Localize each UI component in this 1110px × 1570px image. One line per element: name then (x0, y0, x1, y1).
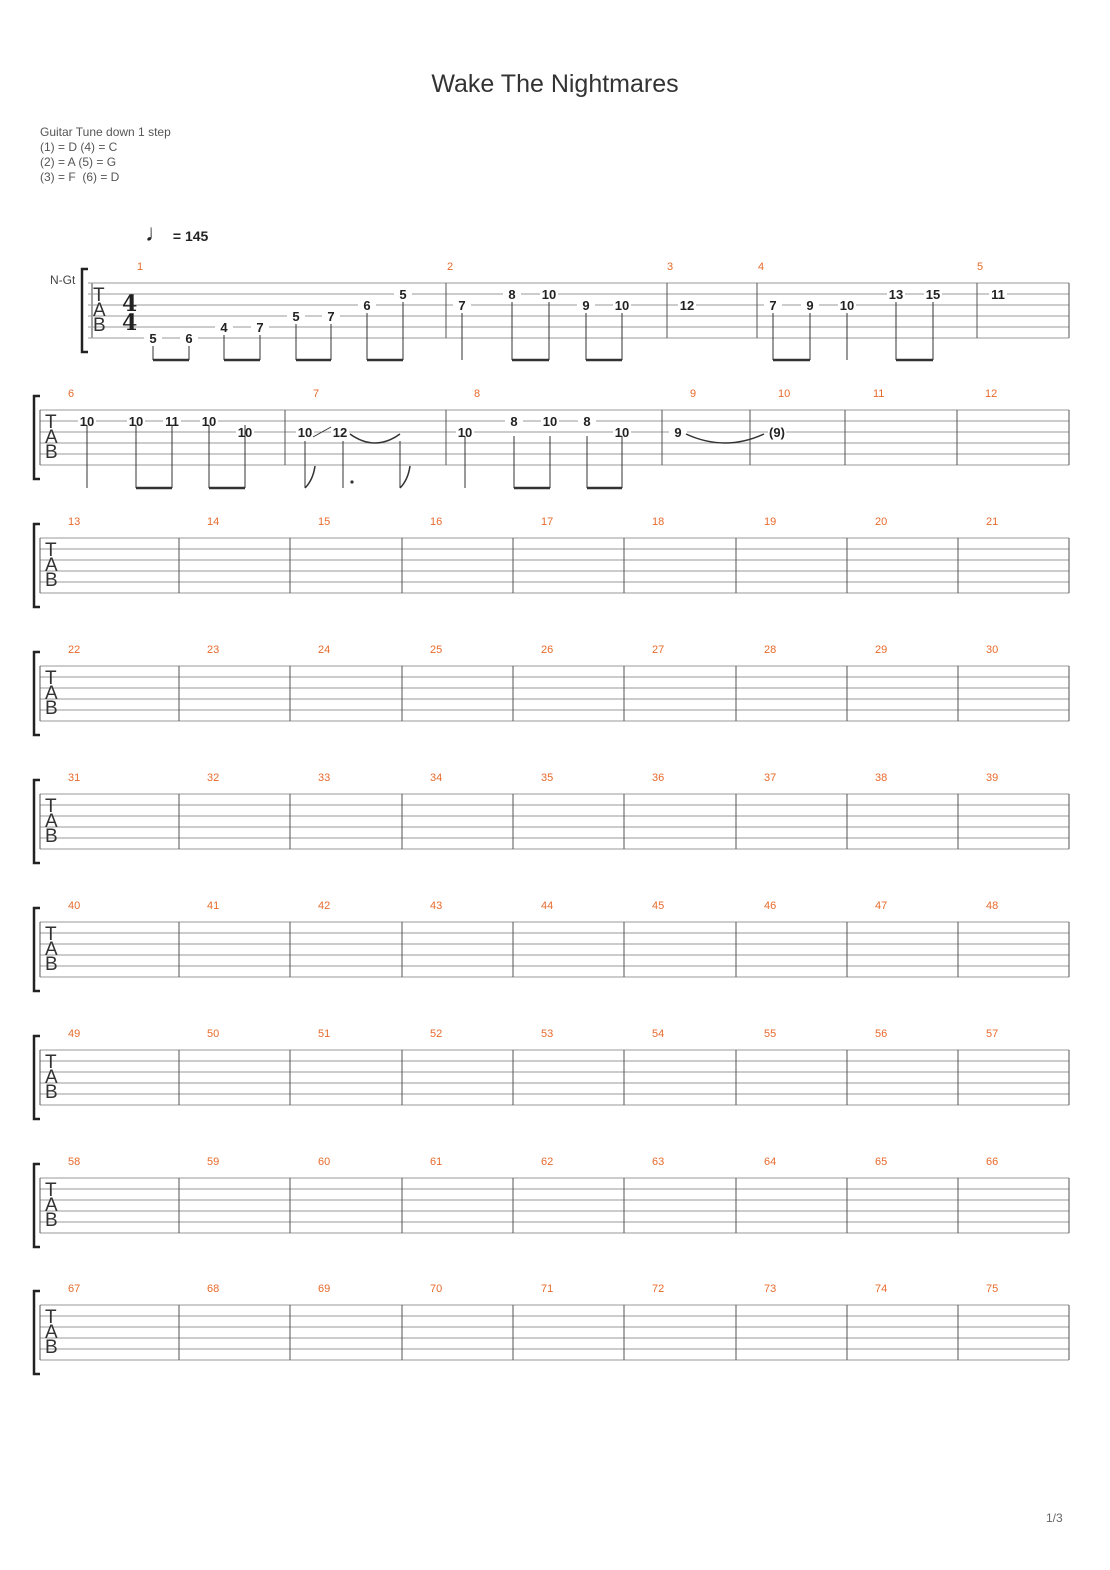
system-bracket (34, 1164, 40, 1247)
fret-number: 15 (925, 287, 941, 302)
measure-number: 43 (430, 900, 443, 912)
note-flag (400, 466, 410, 488)
fret-number: 10 (614, 298, 630, 313)
measure-number: 7 (313, 388, 320, 400)
tab-clef-letter: A (45, 939, 58, 960)
measure-number: 51 (318, 1028, 331, 1040)
tab-clef-letter: B (45, 826, 58, 847)
measure-number: 24 (318, 644, 331, 656)
tab-clef-letter: T (93, 285, 105, 306)
tab-clef-letter: B (93, 315, 106, 336)
tab-clef-letter: A (45, 1322, 58, 1343)
tab-clef-letter: T (45, 1307, 57, 1328)
tab-clef-letter: T (45, 668, 57, 689)
measure-number: 31 (68, 772, 81, 784)
measure-number: 68 (207, 1283, 220, 1295)
tuning-line: (1) = D (4) = C (40, 140, 118, 154)
fret-number: 8 (510, 414, 518, 429)
fret-number: 7 (769, 298, 777, 313)
measure-number: 35 (541, 772, 554, 784)
measure-number: 69 (318, 1283, 331, 1295)
measure-number: 74 (875, 1283, 888, 1295)
measure-number: 15 (318, 516, 331, 528)
measure-number: 48 (986, 900, 999, 912)
measure-number: 27 (652, 644, 665, 656)
fret-number: 11 (165, 414, 179, 429)
measure-number: 13 (68, 516, 81, 528)
measure-number: 38 (875, 772, 888, 784)
tab-clef-letter: A (93, 300, 106, 321)
dot-marker (350, 480, 353, 483)
fret-number: 9 (582, 298, 590, 313)
measure-number: 61 (430, 1156, 443, 1168)
note-flag (305, 466, 315, 488)
fret-number: 10 (839, 298, 855, 313)
measure-number: 66 (986, 1156, 999, 1168)
tab-clef-letter: A (45, 555, 58, 576)
measure-number: 73 (764, 1283, 777, 1295)
fret-number: 10 (201, 414, 217, 429)
measure-number: 34 (430, 772, 443, 784)
quarter-note-icon: ♩ (145, 220, 169, 247)
fret-number: 10 (128, 414, 144, 429)
fret-number: 12 (679, 298, 695, 313)
track-name: N-Gt (50, 273, 76, 287)
measure-number: 22 (68, 644, 81, 656)
measure-number: 33 (318, 772, 331, 784)
measure-number: 17 (541, 516, 554, 528)
system-bracket (34, 1291, 40, 1374)
tab-clef-letter: B (45, 698, 58, 719)
measure-number: 39 (986, 772, 999, 784)
measure-number: 71 (541, 1283, 554, 1295)
tab-clef-letter: T (45, 540, 57, 561)
measure-number: 19 (764, 516, 777, 528)
fret-number: (9) (769, 425, 785, 440)
tab-clef-letter: A (45, 683, 58, 704)
time-signature-top: 4 (122, 291, 138, 317)
measure-number: 36 (652, 772, 665, 784)
fret-number: 7 (458, 298, 466, 313)
measure-number: 21 (986, 516, 999, 528)
time-signature-bottom: 4 (122, 310, 138, 336)
measure-number: 3 (667, 261, 674, 273)
measure-number: 49 (68, 1028, 81, 1040)
measure-number: 67 (68, 1283, 81, 1295)
measure-number: 10 (778, 388, 791, 400)
measure-number: 8 (474, 388, 481, 400)
measure-number: 23 (207, 644, 220, 656)
measure-number: 45 (652, 900, 665, 912)
measure-number: 2 (447, 261, 454, 273)
measure-number: 9 (690, 388, 697, 400)
tab-clef-letter: B (45, 1082, 58, 1103)
fret-number: 10 (297, 425, 313, 440)
measure-number: 64 (764, 1156, 777, 1168)
fret-number: 8 (508, 287, 516, 302)
tab-clef-letter: A (45, 811, 58, 832)
fret-number: 4 (220, 320, 228, 335)
measure-number: 58 (68, 1156, 81, 1168)
tuning-heading: Guitar Tune down 1 step (40, 125, 171, 139)
page-number: 1/3 (1046, 1511, 1063, 1525)
measure-number: 26 (541, 644, 554, 656)
measure-number: 25 (430, 644, 443, 656)
measure-number: 14 (207, 516, 220, 528)
measure-number: 42 (318, 900, 331, 912)
tab-clef-letter: T (45, 1180, 57, 1201)
tab-clef-letter: T (45, 1052, 57, 1073)
fret-number: 10 (237, 425, 253, 440)
song-title: Wake The Nightmares (431, 70, 679, 98)
measure-number: 18 (652, 516, 665, 528)
measure-number: 5 (977, 261, 984, 273)
measure-number: 53 (541, 1028, 554, 1040)
system-bracket (34, 524, 40, 607)
tie-arc (686, 434, 764, 443)
measure-number: 55 (764, 1028, 777, 1040)
fret-number: 7 (256, 320, 264, 335)
tab-clef-letter: B (45, 1337, 58, 1358)
fret-number: 9 (674, 425, 682, 440)
fret-number: 8 (583, 414, 591, 429)
tuning-line: (2) = A (5) = G (40, 155, 117, 169)
measure-number: 41 (207, 900, 220, 912)
tab-clef-letter: B (45, 1210, 58, 1231)
measure-number: 56 (875, 1028, 888, 1040)
measure-number: 4 (758, 261, 765, 273)
fret-number: 10 (541, 287, 557, 302)
fret-number: 13 (888, 287, 904, 302)
measure-number: 40 (68, 900, 81, 912)
tab-clef-letter: T (45, 412, 57, 433)
tab-clef-letter: A (45, 1195, 58, 1216)
system-bracket (34, 652, 40, 735)
measure-number: 28 (764, 644, 777, 656)
system-bracket (82, 269, 88, 352)
tab-clef-letter: T (45, 924, 57, 945)
measure-number: 50 (207, 1028, 220, 1040)
measure-number: 54 (652, 1028, 665, 1040)
measure-number: 62 (541, 1156, 554, 1168)
fret-number: 12 (332, 425, 348, 440)
measure-number: 75 (986, 1283, 999, 1295)
fret-number: 10 (457, 425, 473, 440)
tab-clef-letter: T (45, 796, 57, 817)
fret-number: 10 (542, 414, 558, 429)
measure-number: 59 (207, 1156, 220, 1168)
measure-number: 52 (430, 1028, 443, 1040)
measure-number: 29 (875, 644, 888, 656)
measure-number: 72 (652, 1283, 665, 1295)
fret-number: 9 (806, 298, 814, 313)
measure-number: 63 (652, 1156, 665, 1168)
fret-number: 7 (327, 309, 335, 324)
system-bracket (34, 1036, 40, 1119)
system-bracket (34, 780, 40, 863)
measure-number: 65 (875, 1156, 888, 1168)
fret-number: 5 (149, 331, 157, 346)
fret-number: 6 (363, 298, 371, 313)
tempo-label: = 145 (172, 228, 209, 244)
tie-arc (350, 434, 400, 443)
system-bracket (34, 908, 40, 991)
measure-number: 11 (873, 388, 885, 400)
measure-number: 20 (875, 516, 888, 528)
measure-number: 70 (430, 1283, 443, 1295)
fret-number: 10 (79, 414, 95, 429)
measure-number: 57 (986, 1028, 999, 1040)
measure-number: 30 (986, 644, 999, 656)
system-bracket (34, 396, 40, 479)
tab-clef-letter: B (45, 954, 58, 975)
measure-number: 60 (318, 1156, 331, 1168)
fret-number: 10 (614, 425, 630, 440)
fret-number: 5 (292, 309, 300, 324)
measure-number: 44 (541, 900, 554, 912)
tab-clef-letter: A (45, 427, 58, 448)
measure-number: 1 (137, 261, 144, 273)
measure-number: 46 (764, 900, 777, 912)
fret-number: 11 (991, 287, 1005, 302)
fret-number: 6 (185, 331, 193, 346)
measure-number: 37 (764, 772, 777, 784)
fret-number: 5 (399, 287, 407, 302)
measure-number: 12 (985, 388, 998, 400)
measure-number: 32 (207, 772, 220, 784)
measure-number: 16 (430, 516, 443, 528)
tuning-line: (3) = F (6) = D (40, 170, 120, 184)
measure-number: 47 (875, 900, 888, 912)
tab-clef-letter: A (45, 1067, 58, 1088)
measure-number: 6 (68, 388, 75, 400)
tab-clef-letter: B (45, 570, 58, 591)
tab-clef-letter: B (45, 442, 58, 463)
